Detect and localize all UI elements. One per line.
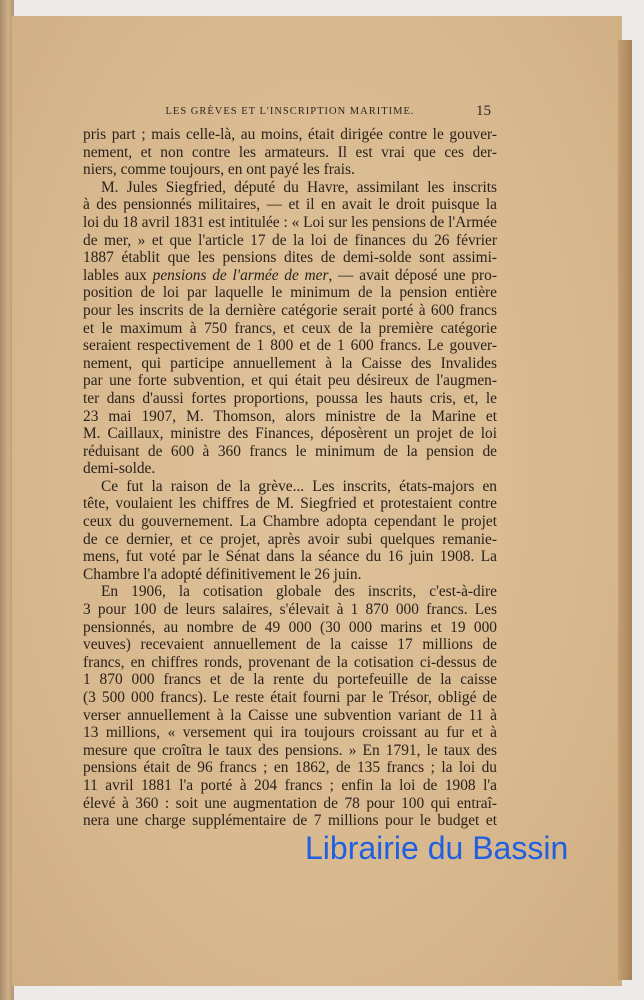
text-line: verser annuellement à la Caisse une subvention variant de 11 à [83, 706, 497, 724]
text-line: nement, et non contre les armateurs. Il est vrai que ces der- [83, 143, 497, 161]
running-head-title: LES GRÈVES ET L'INSCRIPTION MARITIME. [165, 106, 415, 117]
text-line: M. Jules Siegfried, député du Havre, assimilant les inscrits [101, 178, 497, 196]
paragraph [83, 126, 497, 179]
text-line: mesure que croîtra le taux des pensions. » En 1791, le taux des [83, 741, 497, 759]
paragraph [83, 583, 497, 829]
text-line: En 1906, la cotisation globale des inscrits, c'est-à-dire [101, 583, 497, 601]
text-line: nement, qui participe annuellement à la Caisse des Invalides [83, 354, 497, 372]
text-line: 23 mai 1907, M. Thomson, alors ministre de la Marine et [83, 407, 497, 425]
watermark: Librairie du Bassin [305, 830, 569, 866]
text-line: mens, fut voté par le Sénat dans la séance du 16 juin 1908. La [83, 548, 497, 566]
text-line: 13 millions, « versement qui ira toujours croissant au fur et à [83, 724, 497, 742]
text-line: 3 pour 100 de leurs salaires, s'élevait à 1 870 000 francs. Les [83, 601, 497, 619]
text-line: par une forte subvention, et qui était peu désireux de l'augmen- [83, 372, 497, 390]
page-edge [618, 40, 632, 980]
text-line: pensionnés, au nombre de 49 000 (30 000 marins et 19 000 [83, 618, 497, 636]
text-segment: , — avait déposé une pro- [328, 266, 497, 284]
text-line: tête, voulaient les chiffres de M. Siegfried et protestaient contre [83, 495, 497, 513]
text-line: pris part ; mais celle-là, au moins, était dirigée contre le gouver- [83, 126, 497, 143]
text-line: de mer, » et que l'article 17 de la loi de finances du 26 février [83, 231, 497, 249]
text-line: ter dans d'aussi fortes proportions, poussa les hauts cris, et, le [83, 389, 497, 407]
text-line: niers, comme toujours, en ont payé les frais. [83, 161, 355, 179]
text-line: 1 870 000 francs et de la rente du portefeuille de la caisse [83, 671, 497, 689]
paragraph [83, 478, 497, 584]
text-line: 1887 établit que les pensions dites de demi-solde sont assimi- [83, 249, 497, 267]
text-line: pensions était de 96 francs ; en 1862, de 135 francs ; la loi du [83, 759, 497, 777]
text-line: (3 500 000 francs). Le reste était fourni par le Trésor, obligé de [83, 689, 497, 706]
text-line: seraient respectivement de 1 800 et de 1 600 francs. Le gouver- [83, 337, 497, 355]
running-head [83, 104, 497, 120]
text-line: 11 avril 1881 l'a porté à 204 francs ; enfin la loi de 1908 l'a [83, 776, 497, 794]
italic-text: pensions de l'armée de mer [152, 266, 329, 284]
text-line: et le maximum à 750 francs, et ceux de la première catégorie [83, 319, 497, 337]
text-line: Ce fut la raison de la grève... Les inscrits, états-majors en [101, 477, 497, 495]
text-line [83, 267, 497, 285]
text-line: veuves) recevaient annuellement de la caisse 17 millions de [83, 636, 497, 654]
text-line: francs, en chiffres ronds, provenant de la cotisation ci-dessus de [83, 653, 497, 671]
text-line: demi-solde. [83, 460, 156, 478]
text-segment: lables aux [83, 266, 153, 284]
text-line: Chambre l'a adopté définitivement le 26 juin. [83, 565, 362, 583]
text-line: réduisant de 600 à 360 francs le minimum de la pension de [83, 442, 497, 460]
text-line: de ce dernier, et ce projet, après avoir subi quelques remanie- [83, 530, 497, 548]
text-line: élevé à 360 : soit une augmentation de 78 pour 100 qui entraî- [83, 794, 497, 812]
text-line: M. Caillaux, ministre des Finances, déposèrent un projet de loi [83, 425, 497, 443]
text-line: ceux du gouvernement. La Chambre adopta cependant le projet [83, 513, 497, 531]
body-text [83, 126, 497, 830]
paragraph [83, 179, 497, 478]
text-line: loi du 18 avril 1831 est intitulée : « Loi sur les pensions de l'Armée [83, 213, 497, 231]
text-line: position de loi par laquelle le minimum de la pension entière [83, 284, 497, 302]
text-line: nera une charge supplémentaire de 7 millions pour le budget et [83, 812, 497, 830]
text-line: pour les inscrits de la dernière catégorie serait porté à 600 francs [83, 301, 497, 319]
page-number: 15 [476, 103, 491, 119]
text-line: à des pensionnés militaires, — et il en avait le droit puisque la [83, 196, 497, 214]
